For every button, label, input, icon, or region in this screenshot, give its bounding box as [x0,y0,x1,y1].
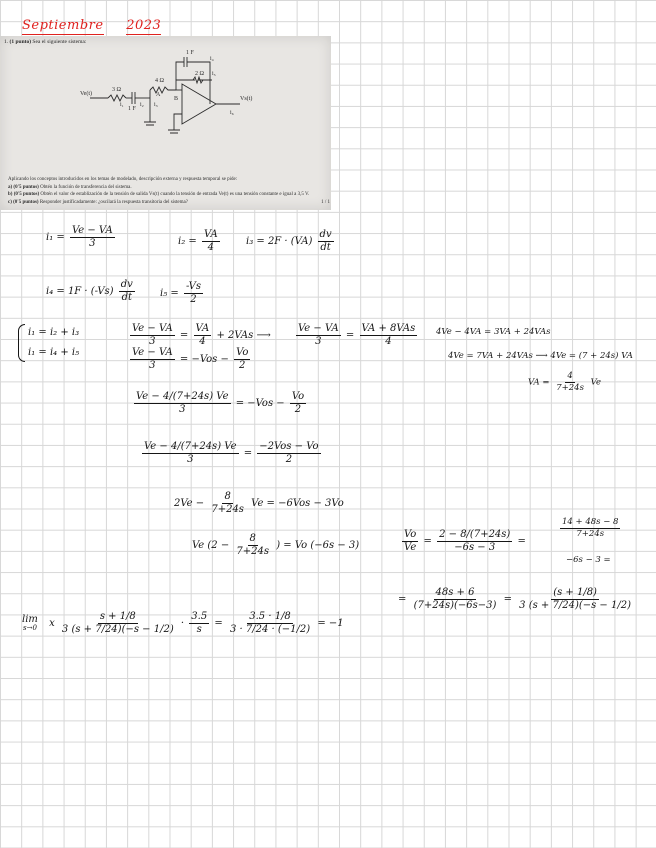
resistor-3ohm [108,95,126,101]
title-month: Septiembre [22,18,104,33]
eq-expand-2: 4Ve = 7VA + 24VAs ⟶ 4Ve = (7 + 24s) VA [448,351,633,361]
svg-text:4 Ω: 4 Ω [155,78,164,84]
eq-i3: i₃ = 2F · (VA) $\frac{dv}{dt}$ [246,229,332,253]
kcl-1: i₁ = i₂ + i₃ [28,327,80,338]
eq-subst-2: $\frac{Ve - 4/(7+24s) Ve}{3}$ = $\frac{\text{−2Vos − Vo}}{2}$ [144,441,319,465]
svg-text:i₃: i₃ [154,102,158,108]
eq-node-b: $\frac{Ve - VA}{3}$ = −Vos − $\frac{Vo}{2}$ [132,347,249,371]
svg-text:i₄: i₄ [210,56,214,62]
page-title [22,18,161,33]
eq-i1: i₁ = $\frac{Ve - VA}{3}$ [46,225,113,249]
svg-text:1 F: 1 F [186,50,194,56]
transfer-function-step: $\frac{14 + 48s - 8}{7+24s}$ [562,517,619,539]
svg-text:A: A [156,92,161,98]
eq-i2: i₂ = $\frac{VA}{4}$ [178,229,218,253]
circuit-diagram [80,44,270,136]
title-year: 2023 [126,18,162,33]
svg-text:B: B [174,96,179,102]
svg-text:Ve(t): Ve(t) [80,91,92,97]
final-value-limit: lim s→0 x $\frac{s + 1/8}{3 (s + 7/24)(-s - 1/2)}$ · $\frac{3.5}{s}$ = $\frac{3.5 \cdot 1/8}{3 \cdot 7/24 \cdot (-1/2)}$ = −1 [22,611,344,635]
svg-text:2 Ω: 2 Ω [195,71,204,77]
exam-photo [0,36,331,210]
eq-subst-3: 2Ve − $\frac{8}{7+24s}$ Ve = −6Vos − 3Vo [174,491,344,515]
exam-question-header: 1. (1 punto) Sea el siguiente sistema: [4,39,87,45]
svg-text:Vs(t): Vs(t) [240,96,253,102]
transfer-function-step-den: −6s − 3 = [566,555,611,565]
eq-expand-1: 4Ve − 4VA = 3VA + 24VAs [436,327,551,337]
kcl-2: i₁ = i₄ + i₅ [28,347,80,358]
svg-text:i₂: i₂ [140,102,144,108]
eq-i4: i₄ = 1F · (-Vs) $\frac{dv}{dt}$ [46,279,133,303]
eq-va: VA = $\frac{4}{7+24s}$ Ve [528,371,602,393]
eq-node-a-simplified: $\frac{Ve - VA}{3}$ = $\frac{\text{VA + 8VAs}}{4}$ [298,323,416,347]
eq-node-a: $\frac{Ve - VA}{3}$ = $\frac{VA}{4}$ + 2VAs ⟶ [132,323,271,347]
eq-subst-4: Ve (2 − $\frac{8}{7+24s}$ ) = Vo (−6s − 3) [192,533,360,557]
transfer-function-simplified: = $\frac{48s + 6}{(7+24s)(-6s-3)}$ = $\frac{(s + 1/8)}{3 (s + 7/24)(-s - 1/2)}$ [398,587,631,611]
system-brace [18,324,25,362]
svg-text:i₆: i₆ [230,110,234,116]
capacitor-input [132,92,135,104]
eq-i5: i₅ = $\frac{-Vs}{2}$ [160,281,201,305]
transfer-function: $\frac{Vo}{Ve}$ = $\frac{2 - 8/(7+24s)}{-6s - 3}$ = [404,529,526,553]
exam-instructions: Aplicando los conceptos introducidos en los temas de modelado, descripción externa y respuesta temporal se pide: a) (0'5 puntos) Obtén la función de transferencia del sistema. b) (0'5 puntos) Obtén el valor de establización de la tensión de salida Vs(t) cuando la tensión de entrada Ve(t) es una tensión constante e igual a 3,5 V. c) (0'5 puntos) Responder justificadamente: ¿oscilará la respuesta transitoria del sistema? 1 / 1 [8,177,330,205]
svg-text:i₅: i₅ [212,71,216,77]
svg-text:3 Ω: 3 Ω [112,87,121,93]
eq-subst-1: $\frac{Ve - 4/(7+24s) Ve}{3}$ = −Vos − $\frac{Vo}{2}$ [136,391,305,415]
svg-text:i₁: i₁ [120,102,124,108]
svg-text:1 F: 1 F [128,106,136,112]
